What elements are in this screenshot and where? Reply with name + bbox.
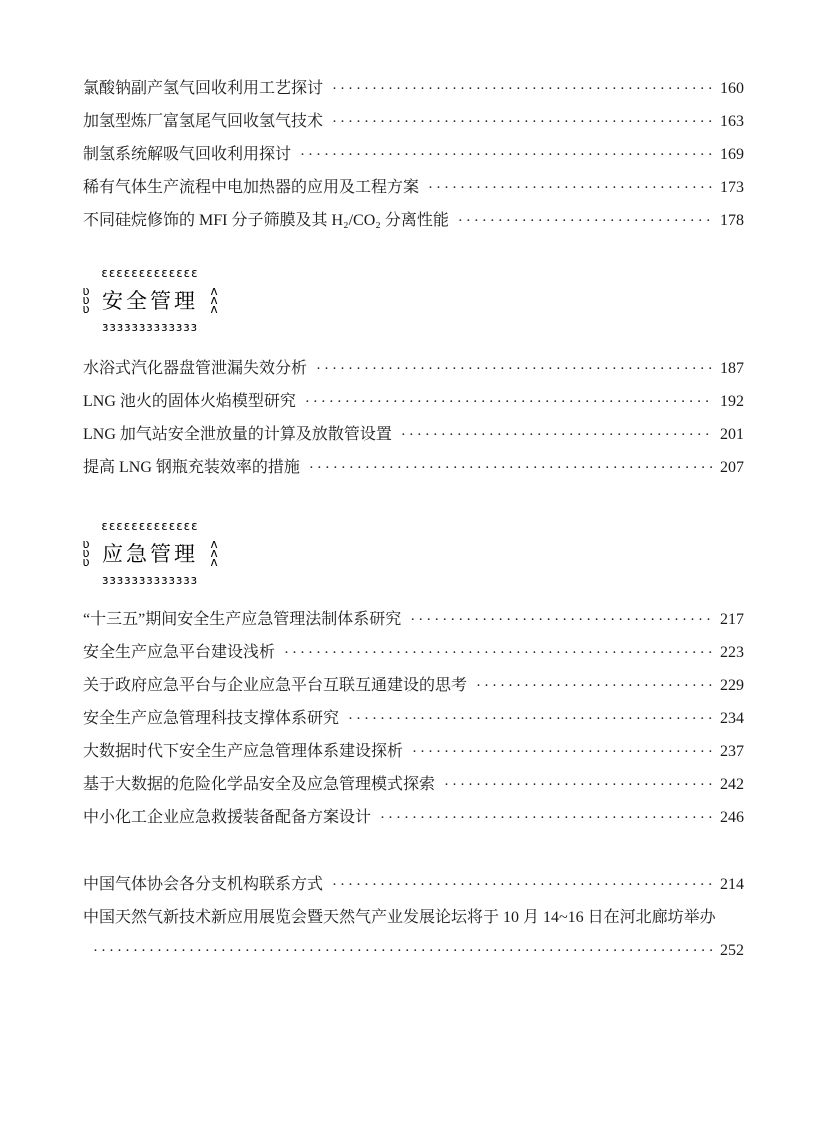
toc-entry — [83, 735, 744, 768]
toc-entry — [83, 138, 744, 171]
toc-entry — [83, 868, 744, 901]
toc-entry-title: 不同硅烷修饰的 MFI 分子筛膜及其 H₂/CO₂ 分离性能 — [83, 212, 449, 229]
toc-entry-title: “十三五”期间安全生产应急管理法制体系研究 — [83, 611, 402, 628]
toc-entry-title: 提高 LNG 钢瓶充装效率的措施 — [83, 459, 300, 476]
dot-leader — [476, 669, 712, 703]
dot-leader — [332, 868, 712, 902]
chain-border-bottom-icon: ɜɜɜɜɜɜɜɜɜɜɜɜɜ — [102, 575, 198, 585]
toc-entry-title: 安全生产应急平台建设浅析 — [83, 644, 276, 661]
dot-leader — [412, 735, 712, 769]
toc-entry-title: LNG 加气站安全泄放量的计算及放散管设置 — [83, 426, 392, 443]
toc-entry — [83, 171, 744, 204]
toc-entry-page: 207 — [720, 459, 744, 476]
dot-leader — [316, 352, 712, 386]
toc-entry — [83, 901, 744, 967]
toc-entry-title: 中小化工企业应急救援装备配备方案设计 — [83, 809, 372, 826]
toc-content — [83, 0, 744, 967]
dot-leader — [284, 636, 712, 670]
toc-entry-page: 173 — [720, 179, 744, 196]
toc-entry-title: 中国气体协会各分支机构联系方式 — [83, 876, 324, 893]
toc-entry-page: 192 — [720, 393, 744, 410]
toc-entry-title: 制氢系统解吸气回收利用探讨 — [83, 146, 292, 163]
toc-entry-page: 178 — [720, 212, 744, 229]
chain-border-right-icon: ʌʌʌ — [210, 283, 218, 316]
toc-list-safety — [83, 352, 744, 484]
dot-leader — [401, 418, 712, 452]
section-title: 应急管理 — [102, 543, 198, 566]
toc-entry — [83, 636, 744, 669]
chain-border-left-icon: ʋʋʋ — [82, 283, 90, 316]
toc-entry-title: 加氢型炼厂富氢尾气回收氢气技术 — [83, 113, 324, 130]
section-header-emergency-management — [78, 521, 222, 585]
dot-leader — [428, 171, 712, 205]
toc-entry — [83, 72, 744, 105]
chain-border-right-icon: ʌʌʌ — [210, 536, 218, 569]
dot-leader — [380, 801, 712, 835]
toc-entry-continuation — [83, 934, 744, 967]
toc-entry — [83, 418, 744, 451]
toc-list-back — [83, 868, 744, 967]
dot-leader — [305, 385, 712, 419]
toc-entry-page: 229 — [720, 677, 744, 694]
toc-entry-page: 201 — [720, 426, 744, 443]
toc-entry-page: 169 — [720, 146, 744, 163]
dot-leader — [300, 138, 712, 172]
toc-entry-page: 214 — [720, 876, 744, 893]
dot-leader — [332, 72, 712, 106]
toc-entry-page: 223 — [720, 644, 744, 661]
toc-entry — [83, 768, 744, 801]
toc-entry — [83, 204, 744, 237]
toc-entry — [83, 451, 744, 484]
toc-list-front — [83, 0, 744, 237]
toc-entry — [83, 603, 744, 636]
toc-entry-title: LNG 池火的固体火焰模型研究 — [83, 393, 296, 410]
toc-entry — [83, 801, 744, 834]
toc-entry-title: 水浴式汽化器盘管泄漏失效分析 — [83, 360, 308, 377]
chain-border-top-icon: ɛɛɛɛɛɛɛɛɛɛɛɛɛ — [101, 268, 199, 278]
dot-leader — [458, 204, 712, 238]
toc-entry-title: 关于政府应急平台与企业应急平台互联互通建设的思考 — [83, 677, 468, 694]
toc-entry-page: 234 — [720, 710, 744, 727]
dot-leader — [93, 934, 712, 968]
dot-leader — [309, 451, 712, 485]
toc-entry-page: 217 — [720, 611, 744, 628]
toc-entry-title: 大数据时代下安全生产应急管理体系建设探析 — [83, 743, 404, 760]
toc-entry-page: 163 — [720, 113, 744, 130]
toc-entry-page: 160 — [720, 80, 744, 97]
toc-entry — [83, 669, 744, 702]
dot-leader — [348, 702, 712, 736]
toc-entry — [83, 105, 744, 138]
toc-entry-title: 稀有气体生产流程中电加热器的应用及工程方案 — [83, 179, 420, 196]
toc-list-emergency — [83, 603, 744, 834]
toc-entry — [83, 385, 744, 418]
dot-leader — [444, 768, 712, 802]
chain-border-bottom-icon: ɜɜɜɜɜɜɜɜɜɜɜɜɜ — [102, 322, 198, 332]
section-header-safety-management — [78, 268, 222, 332]
chain-border-left-icon: ʋʋʋ — [82, 536, 90, 569]
toc-entry — [83, 352, 744, 385]
section-title: 安全管理 — [102, 290, 198, 313]
toc-entry-page: 187 — [720, 360, 744, 377]
toc-entry-page: 237 — [720, 743, 744, 760]
chain-border-top-icon: ɛɛɛɛɛɛɛɛɛɛɛɛɛ — [101, 521, 199, 531]
toc-entry-page: 242 — [720, 776, 744, 793]
toc-entry-title: 氯酸钠副产氢气回收利用工艺探讨 — [83, 80, 324, 97]
toc-entry-title: 中国天然气新技术新应用展览会暨天然气产业发展论坛将于 10 月 14~16 日在河北廊坊举办 — [83, 909, 716, 926]
toc-entry-title: 安全生产应急管理科技支撑体系研究 — [83, 710, 340, 727]
toc-entry — [83, 702, 744, 735]
toc-entry-title: 基于大数据的危险化学品安全及应急管理模式探索 — [83, 776, 436, 793]
dot-leader — [332, 105, 712, 139]
toc-entry-page: 252 — [720, 942, 744, 959]
toc-entry-page: 246 — [720, 809, 744, 826]
dot-leader — [410, 603, 712, 637]
